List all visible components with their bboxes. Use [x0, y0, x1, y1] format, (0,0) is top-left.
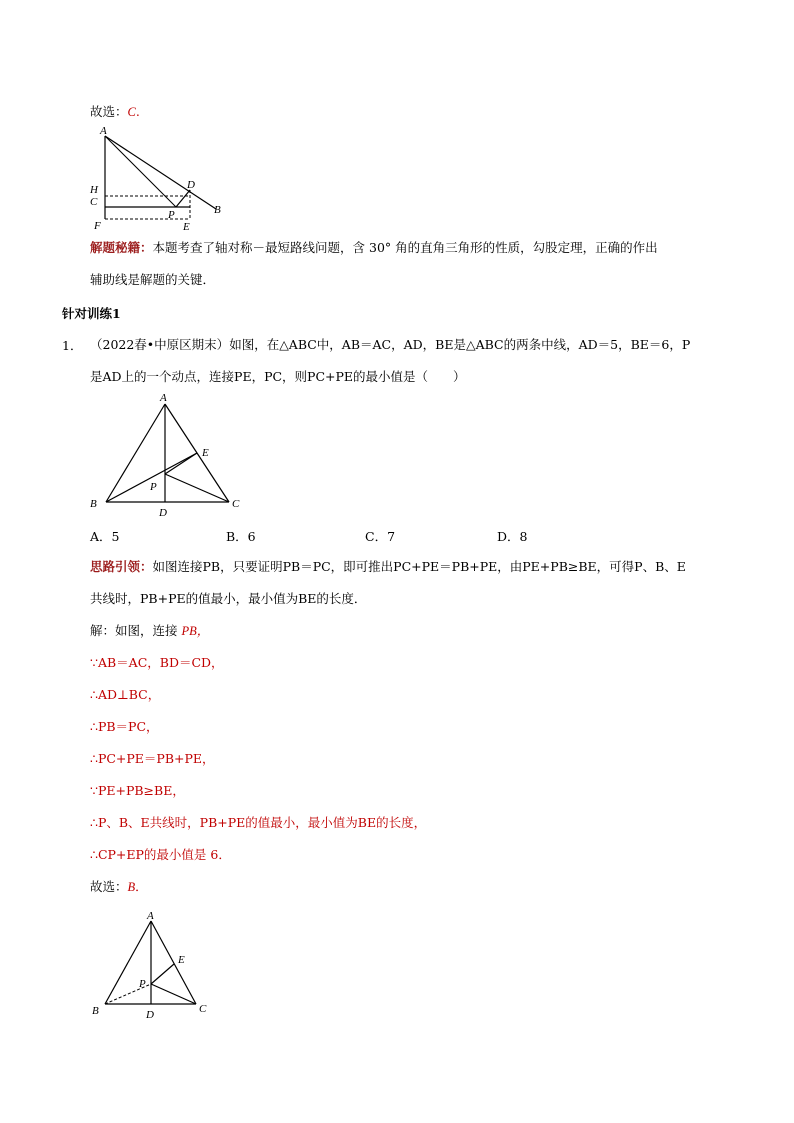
- choice-a: A．5: [90, 529, 120, 544]
- solution-answer-value: B: [127, 880, 136, 894]
- solution-intro-prefix: 解：如图，连接: [90, 623, 182, 638]
- fig1-label-F: F: [94, 220, 101, 232]
- section-title: 针对训练1: [62, 306, 121, 321]
- fig1-label-E: E: [183, 221, 190, 233]
- choice-b: B．6: [226, 529, 256, 544]
- solution-answer-prefix: 故选：: [90, 879, 128, 894]
- hint-text-1: 如图连接PB，只要证明PB＝PC，即可推出PC+PE＝PB+PE，由PE+PB≥BE，可得P、B、E: [152, 559, 686, 574]
- fig2-label-E: E: [202, 447, 209, 459]
- fig3-label-P: P: [139, 978, 146, 990]
- fig1-label-H: H: [90, 184, 98, 196]
- secret-label: 解题秘籍：: [90, 240, 153, 255]
- fig3-label-A: A: [147, 910, 154, 922]
- choice-c: C．7: [365, 529, 396, 544]
- fig2-label-C: C: [232, 498, 240, 510]
- figure-3-triangle: [90, 905, 230, 1025]
- question-line-2: [90, 368, 466, 386]
- fig1-label-A: A: [100, 125, 107, 137]
- solution-step-7: ∴CP+EP的最小值是 6．: [90, 847, 231, 862]
- answer-line-top: [90, 103, 140, 121]
- answer-suffix: .: [135, 104, 140, 119]
- answer-value: C: [127, 105, 136, 119]
- solution-answer-suffix: ．: [135, 879, 148, 894]
- fig2-label-D: D: [159, 507, 167, 519]
- hint-label: 思路引领：: [90, 559, 153, 574]
- secret-line-1: [90, 239, 658, 257]
- solution-step-3: ∴PB＝PC，: [90, 719, 159, 734]
- question-text-2: 是AD上的一个动点，连接PE，PC，则PC+PE的最小值是（ ）: [90, 369, 466, 384]
- fig3-label-B: B: [92, 1005, 99, 1017]
- question-text-1: 如图，在△ABC中，AB＝AC，AD，BE是△ABC的两条中线，AD＝5，BE＝6，P: [229, 337, 691, 352]
- answer-prefix: 故选：: [90, 104, 128, 119]
- hint-line-2: [90, 590, 366, 608]
- hint-text-2: 共线时，PB+PE的值最小，最小值为BE的长度．: [90, 591, 367, 606]
- secret-line-2: [90, 271, 215, 289]
- fig2-label-A: A: [160, 392, 167, 404]
- figure-1-diagram: [88, 124, 228, 234]
- fig1-label-P: P: [168, 209, 175, 221]
- secret-text-1: 本题考查了轴对称－最短路线问题，含 30° 角的直角三角形的性质，勾股定理，正确的作出: [152, 240, 658, 255]
- secret-text-2: 辅助线是解题的关键．: [90, 272, 216, 287]
- fig2-label-P: P: [150, 481, 157, 493]
- fig3-label-C: C: [199, 1003, 207, 1015]
- fig1-label-B: B: [214, 204, 221, 216]
- solution-step-1: ∵AB＝AC，BD＝CD，: [90, 655, 224, 670]
- answer-line-bottom: [90, 878, 148, 896]
- fig3-label-D: D: [146, 1009, 154, 1021]
- question-line-1: [90, 336, 690, 354]
- solution-intro: [90, 622, 209, 640]
- fig2-label-B: B: [90, 498, 97, 510]
- question-number: 1．: [62, 338, 83, 353]
- hint-line-1: [90, 558, 686, 576]
- choice-d: D．8: [497, 529, 528, 544]
- solution-step-6: ∴P、B、E共线时，PB+PE的值最小，最小值为BE的长度，: [90, 815, 427, 830]
- figure-2-triangle: [88, 390, 258, 520]
- question-source: （2022春•中原区期末）: [90, 337, 230, 352]
- solution-step-4: ∴PC+PE＝PB+PE，: [90, 751, 215, 766]
- fig1-label-C: C: [90, 196, 98, 208]
- solution-step-5: ∵PE+PB≥BE，: [90, 783, 185, 798]
- fig3-label-E: E: [178, 954, 185, 966]
- solution-intro-value: PB，: [181, 624, 210, 638]
- fig1-label-D: D: [187, 179, 195, 191]
- solution-step-2: ∴AD⊥BC，: [90, 687, 161, 702]
